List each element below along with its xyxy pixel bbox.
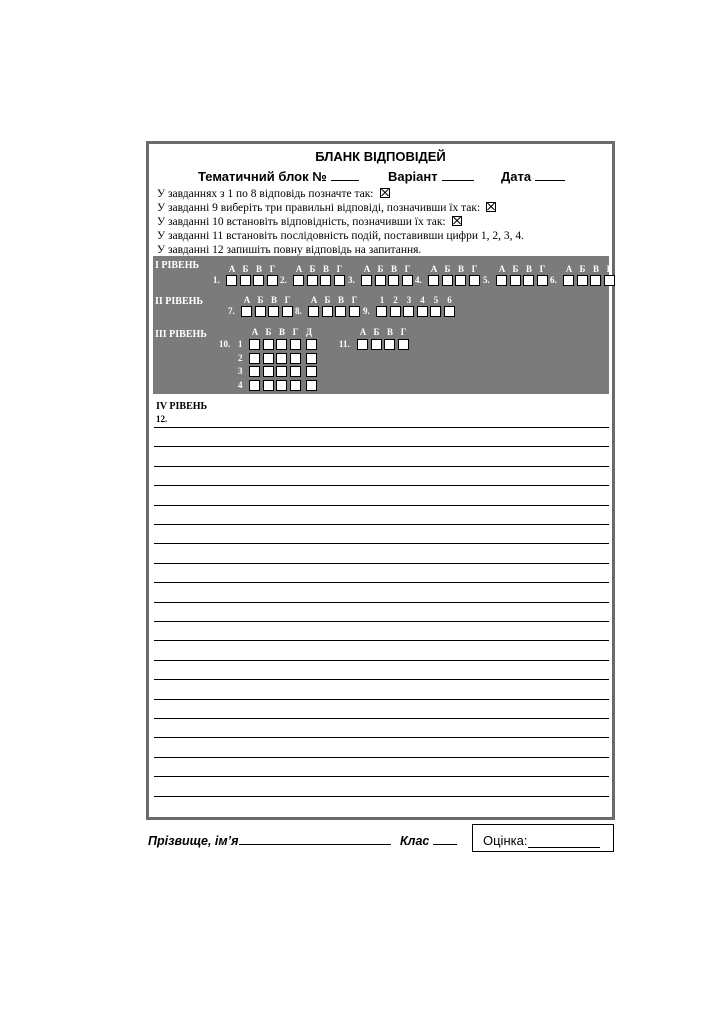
answer-line[interactable] [154,718,609,719]
option-letter: А [359,327,367,337]
task-number: 8. [295,306,302,316]
row-number: 4 [238,379,243,390]
answer-line[interactable] [154,427,609,428]
answer-line[interactable] [154,524,609,525]
option-letter: В [525,264,532,274]
student-name-field[interactable]: Прізвище, ім’я Клас [148,834,457,848]
answer-cell[interactable] [417,306,428,317]
option-letter: Б [324,295,331,305]
option-letter: Г [404,264,411,274]
matrix-cell[interactable] [276,380,287,391]
answer-line[interactable] [154,505,609,506]
option-letter: 4 [420,295,425,305]
option-letter: В [457,264,464,274]
answer-line[interactable] [154,446,609,447]
matrix-cell[interactable] [290,380,301,391]
instruction-1: У завданнях з 1 по 8 відповідь позначте так: [157,187,390,201]
answer-cell[interactable] [267,275,278,286]
checked-box-icon [452,216,462,226]
matrix-cell[interactable] [276,353,287,364]
option-letter: А [430,264,438,274]
answer-line[interactable] [154,679,609,680]
instruction-2: У завданні 9 виберіть три правильні відповіді, позначивши їх так: [157,201,496,215]
option-letter: 3 [406,295,412,305]
answer-cell[interactable] [563,275,574,286]
task-number: 7. [228,306,235,316]
option-letter: Б [579,264,586,274]
answer-cell[interactable] [388,275,399,286]
answer-cell[interactable] [253,275,264,286]
option-letter: А [498,264,506,274]
level-4-label: IV РІВЕНЬ [156,401,208,412]
level-3-label: ІІІ РІВЕНЬ [155,329,207,340]
option-letter: А [310,295,318,305]
checked-box-icon [380,188,390,198]
answer-sheet [146,141,615,820]
option-letter: Г [351,295,358,305]
answer-cell[interactable] [361,275,372,286]
checked-box-icon [486,202,496,212]
task-number: 5. [483,275,490,285]
instruction-5: У завданні 12 запишіть повну відповідь на запитання. [157,244,422,256]
answer-cell[interactable] [308,306,319,317]
answer-line[interactable] [154,563,609,564]
option-letter: Г [292,327,299,337]
answer-line[interactable] [154,582,609,583]
option-letter: А [565,264,573,274]
task-number: 2. [280,275,287,285]
answer-cell[interactable] [371,339,382,350]
answer-cell[interactable] [226,275,237,286]
answer-cell[interactable] [577,275,588,286]
answer-cell[interactable] [537,275,548,286]
instruction-4: У завданні 11 встановіть послідовність подій, поставивши цифри 1, 2, 3, 4. [157,230,525,242]
matrix-cell[interactable] [249,353,260,364]
matrix-cell[interactable] [263,353,274,364]
matrix-cell[interactable] [276,366,287,377]
answer-cell[interactable] [255,306,266,317]
option-letter: Б [242,264,249,274]
answer-cell[interactable] [590,275,601,286]
answer-cell[interactable] [268,306,279,317]
task-number: 10. [219,339,231,349]
option-letter: В [386,327,393,337]
option-letter: 2 [393,295,398,305]
matrix-cell[interactable] [263,366,274,377]
option-letter: В [255,264,262,274]
answer-cell[interactable] [523,275,534,286]
matrix-cell[interactable] [263,339,274,350]
answer-cell[interactable] [430,306,441,317]
option-letter: 6 [447,295,452,305]
task-number: 4. [415,275,422,285]
answer-cell[interactable] [335,306,346,317]
option-letter: Б [257,295,264,305]
option-letter: А [295,264,303,274]
option-letter: 5 [433,295,439,305]
option-letter: Г [606,264,613,274]
answer-cell[interactable] [375,275,386,286]
answer-line[interactable] [154,466,609,467]
answer-cell[interactable] [390,306,401,317]
answer-line[interactable] [154,485,609,486]
option-letter: Г [336,264,343,274]
option-letter: Б [377,264,384,274]
answer-cell[interactable] [604,275,615,286]
score-label: Оцінка: [483,833,528,848]
option-letter: Б [309,264,316,274]
block-number-field[interactable]: Тематичний блок № [198,169,359,184]
answer-cell[interactable] [496,275,507,286]
option-letter: Д [305,327,313,337]
answer-line[interactable] [154,699,609,700]
answer-line[interactable] [154,757,609,758]
answer-cell[interactable] [444,306,455,317]
matrix-cell[interactable] [290,339,301,350]
matrix-cell[interactable] [306,380,317,391]
answer-line[interactable] [154,796,609,797]
option-letter: Б [512,264,519,274]
task-number: 3. [348,275,355,285]
option-letter: А [243,295,251,305]
option-letter: Г [539,264,546,274]
option-letter: В [337,295,344,305]
matrix-cell[interactable] [249,380,260,391]
answer-cell[interactable] [282,306,293,317]
answer-cell[interactable] [334,275,345,286]
answer-line[interactable] [154,776,609,777]
answer-cell[interactable] [376,306,387,317]
answer-cell[interactable] [398,339,409,350]
date-field[interactable]: Дата [501,169,565,184]
row-number: 3 [238,366,243,376]
answer-cell[interactable] [442,275,453,286]
matrix-cell[interactable] [290,366,301,377]
option-letter: Г [269,264,276,274]
answer-line[interactable] [154,602,609,603]
row-number: 1 [238,339,243,349]
option-letter: А [228,264,236,274]
matrix-cell[interactable] [290,353,301,364]
option-letter: Г [471,264,478,274]
answer-cell[interactable] [240,275,251,286]
matrix-cell[interactable] [306,339,317,350]
option-letter: Г [284,295,291,305]
row-number: 2 [238,352,243,363]
answer-cell[interactable] [241,306,252,317]
matrix-cell[interactable] [306,353,317,364]
answer-cell[interactable] [293,275,304,286]
answer-cell[interactable] [402,275,413,286]
answer-cell[interactable] [428,275,439,286]
sheet-title: БЛАНК ВІДПОВІДЕЙ [315,149,446,164]
task-number-12: 12. [156,414,168,424]
level-1-label: І РІВЕНЬ [155,260,200,271]
option-letter: А [251,327,259,337]
answer-cell[interactable] [510,275,521,286]
option-letter: А [363,264,371,274]
option-letter: В [390,264,397,274]
option-letter: В [322,264,329,274]
option-letter: 1 [379,295,385,305]
level-2-label: ІІ РІВЕНЬ [155,296,204,307]
answer-cell[interactable] [307,275,318,286]
option-letter: В [270,295,277,305]
answer-line[interactable] [154,737,609,738]
answer-line[interactable] [154,660,609,661]
option-letter: Г [400,327,407,337]
answer-cell[interactable] [403,306,414,317]
matrix-cell[interactable] [306,366,317,377]
answer-cell[interactable] [357,339,368,350]
matrix-cell[interactable] [249,339,260,350]
task-number: 11. [339,339,350,349]
option-letter: В [278,327,285,337]
answer-cell[interactable] [320,275,331,286]
option-letter: Б [373,327,380,337]
task-number: 9. [363,306,370,316]
task-number: 6. [550,275,557,285]
answer-cell[interactable] [322,306,333,317]
answer-cell[interactable] [349,306,360,317]
option-letter: Б [265,327,272,337]
option-letter: В [592,264,599,274]
instruction-3: У завданні 10 встановіть відповідність, позначивши їх так: [157,215,462,229]
answer-cell[interactable] [469,275,480,286]
matrix-cell[interactable] [263,380,274,391]
class-label: Клас [399,834,430,848]
matrix-cell[interactable] [249,366,260,377]
answer-grid-area [153,256,613,394]
score-box[interactable] [472,824,614,852]
answer-cell[interactable] [455,275,466,286]
variant-field[interactable]: Варіант [388,169,474,184]
option-letter: Б [444,264,451,274]
matrix-cell[interactable] [276,339,287,350]
task-number: 1. [213,275,220,285]
answer-line[interactable] [154,640,609,641]
answer-line[interactable] [154,621,609,622]
answer-line[interactable] [154,543,609,544]
answer-cell[interactable] [384,339,395,350]
